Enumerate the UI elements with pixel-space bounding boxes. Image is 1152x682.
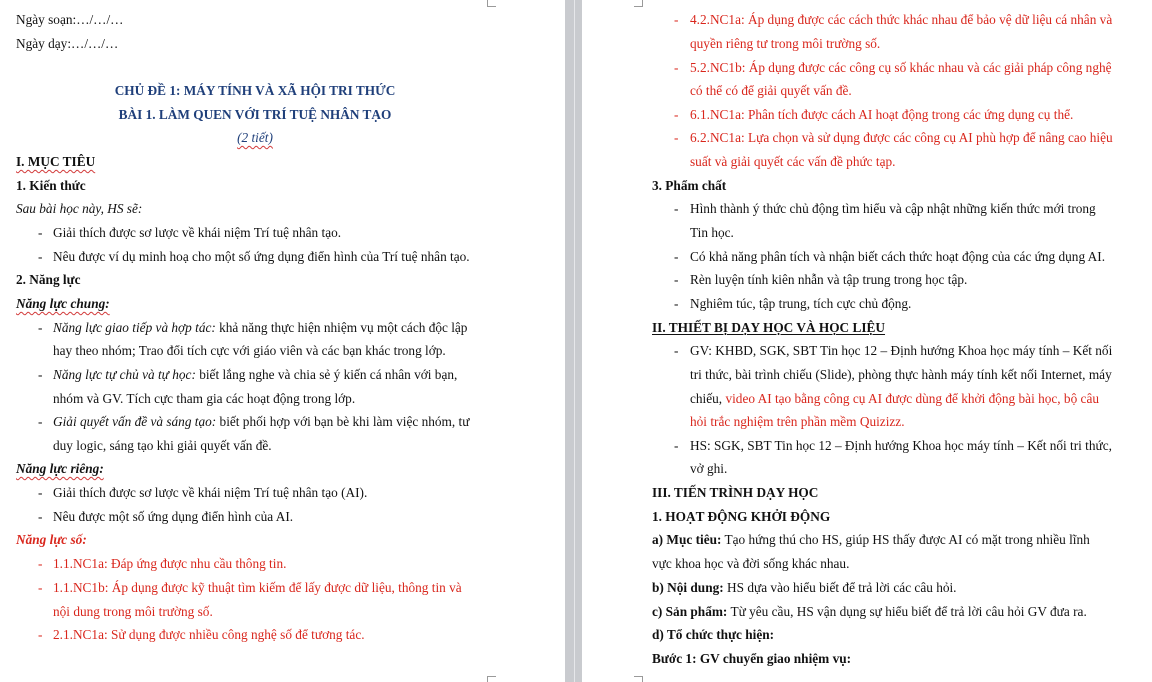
list-item-continuation: vở ghi. xyxy=(690,461,728,476)
list-item: Nêu được ví dụ minh hoạ cho một số ứng dụng điển hình của Trí tuệ nhân tạo. xyxy=(53,249,470,264)
list-item: 5.2.NC1b: Áp dụng được các công cụ số khác nhau và các giải pháp công nghệ xyxy=(690,60,1112,75)
list-item: 4.2.NC1a: Áp dụng được các cách thức khác nhau để bảo vệ dữ liệu cá nhân và xyxy=(690,12,1113,27)
crop-mark xyxy=(487,676,496,682)
list-item-continuation xyxy=(690,391,1099,407)
list-item: Có khả năng phân tích và nhận biết cách thức hoạt động của các ứng dụng AI. xyxy=(690,249,1106,264)
list-item-continuation: tri thức, bài trình chiếu (Slide), phòng thực hành máy tính kết nối Internet, máy xyxy=(690,367,1112,382)
list-item: Rèn luyện tính kiên nhẫn và tập trung trong học tập. xyxy=(690,272,968,287)
content-text: HS dựa vào hiểu biết để trả lời các câu hỏi. xyxy=(723,580,957,595)
activity-heading: 1. HOẠT ĐỘNG KHỞI ĐỘNG xyxy=(652,509,831,524)
list-item: 6.1.NC1a: Phân tích được cách AI hoạt động trong các ứng dụng cụ thể. xyxy=(690,107,1074,122)
product-line xyxy=(652,604,1087,620)
specific-competency-text: Năng lực riêng: xyxy=(16,461,104,476)
dash-bullet: - xyxy=(674,130,679,145)
list-item: Hình thành ý thức chủ động tìm hiểu và cập nhật những kiến thức mới trong xyxy=(690,201,1096,216)
list-item-continuation: duy logic, sáng tạo khi giải quyết vấn đề. xyxy=(53,438,272,453)
list-item-continuation: hỏi trắc nghiệm trên phần mềm Quizizz. xyxy=(690,414,905,429)
crop-mark xyxy=(487,0,496,7)
list-item xyxy=(53,367,457,383)
specific-competency-heading xyxy=(16,461,104,477)
list-item xyxy=(53,320,467,336)
general-competency-text: Năng lực chung: xyxy=(16,296,110,311)
list-item: 6.2.NC1a: Lựa chọn và sử dụng được các công cụ AI phù hợp để nâng cao hiệu xyxy=(690,130,1113,145)
goal-line-continuation: vực khoa học và đời sống khác nhau. xyxy=(652,556,850,571)
dash-bullet: - xyxy=(674,343,679,358)
item-label: Năng lực giao tiếp và hợp tác: xyxy=(53,320,216,335)
content-line xyxy=(652,580,957,596)
list-item-continuation: Tin học. xyxy=(690,225,734,240)
dash-bullet: - xyxy=(38,485,43,500)
item-label: Năng lực tự chủ và tự học: xyxy=(53,367,196,382)
crop-mark xyxy=(634,0,643,7)
dash-bullet: - xyxy=(38,367,43,382)
item-text: chiếu, xyxy=(690,391,726,406)
page-gutter-line xyxy=(574,0,575,682)
product-label: c) Sản phẩm: xyxy=(652,604,728,619)
item-text: biết lắng nghe và chia sẻ ý kiến cá nhân với bạn, xyxy=(195,367,458,382)
dash-bullet: - xyxy=(38,627,43,642)
list-item: 1.1.NC1b: Áp dụng được kỹ thuật tìm kiếm để lấy được dữ liệu, thông tin và xyxy=(53,580,462,595)
content-label: b) Nội dung: xyxy=(652,580,724,595)
dash-bullet: - xyxy=(38,580,43,595)
knowledge-intro: Sau bài học này, HS sẽ: xyxy=(16,201,143,216)
list-item: Giải thích được sơ lược về khái niệm Trí tuệ nhân tạo (AI). xyxy=(53,485,368,500)
dash-bullet: - xyxy=(38,249,43,264)
dash-bullet: - xyxy=(674,201,679,216)
dash-bullet: - xyxy=(674,296,679,311)
dash-bullet: - xyxy=(674,12,679,27)
item-label: Giải quyết vấn đề và sáng tạo: xyxy=(53,414,217,429)
qualities-heading: 3. Phẩm chất xyxy=(652,178,727,193)
item-text-highlight: video AI tạo bằng công cụ AI được dùng để khởi động bài học, bộ câu xyxy=(725,391,1100,406)
dash-bullet: - xyxy=(38,225,43,240)
product-text: Từ yêu cầu, HS vận dụng sự hiểu biết để trả lời câu hỏi GV đưa ra. xyxy=(727,604,1087,619)
section-equipment xyxy=(652,320,885,336)
lesson-periods xyxy=(0,130,510,146)
document-page-right xyxy=(582,0,1152,682)
list-item: GV: KHBD, SGK, SBT Tin học 12 – Định hướng Khoa học máy tính – Kết nối xyxy=(690,343,1113,358)
dash-bullet: - xyxy=(674,438,679,453)
list-item-continuation: nhóm và GV. Tích cực tham gia các hoạt động trong lớp. xyxy=(53,391,356,406)
general-competency-heading xyxy=(16,296,110,312)
dash-bullet: - xyxy=(674,107,679,122)
list-item-continuation: quyền riêng tư trong môi trường số. xyxy=(690,36,881,51)
goal-label: a) Mục tiêu: xyxy=(652,532,722,547)
list-item: Giải thích được sơ lược về khái niệm Trí tuệ nhân tạo. xyxy=(53,225,342,240)
goal-text: Tạo hứng thú cho HS, giúp HS thấy được AI có mặt trong nhiều lĩnh xyxy=(721,532,1090,547)
list-item: HS: SGK, SBT Tin học 12 – Định hướng Khoa học máy tính – Kết nối tri thức, xyxy=(690,438,1112,453)
list-item: 1.1.NC1a: Đáp ứng được nhu cầu thông tin. xyxy=(53,556,287,571)
dash-bullet: - xyxy=(674,249,679,264)
step-heading: Bước 1: GV chuyển giao nhiệm vụ: xyxy=(652,651,852,666)
dash-bullet: - xyxy=(38,414,43,429)
dash-bullet: - xyxy=(38,320,43,335)
dash-bullet: - xyxy=(674,60,679,75)
goal-line xyxy=(652,532,1090,548)
date-taught: Ngày dạy:…/…/… xyxy=(16,36,119,51)
list-item-continuation: có thể có để giải quyết vấn đề. xyxy=(690,83,852,98)
dash-bullet: - xyxy=(38,556,43,571)
list-item: 2.1.NC1a: Sử dụng được nhiều công nghệ số để tương tác. xyxy=(53,627,365,642)
periods-text: (2 tiết) xyxy=(237,130,273,145)
dash-bullet: - xyxy=(674,272,679,287)
section-procedure: III. TIẾN TRÌNH DẠY HỌC xyxy=(652,485,819,500)
lesson-title: BÀI 1. LÀM QUEN VỚI TRÍ TUỆ NHÂN TẠO xyxy=(118,107,392,122)
competency-heading: 2. Năng lực xyxy=(16,272,81,287)
section-equipment-text: II. THIẾT BỊ DẠY HỌC VÀ HỌC LIỆU xyxy=(652,320,886,335)
crop-mark xyxy=(634,676,643,682)
digital-competency-heading: Năng lực số: xyxy=(16,532,87,547)
item-text: biết phối hợp với bạn bè khi làm việc nhóm, tư xyxy=(216,414,470,429)
date-prepared: Ngày soạn:…/…/… xyxy=(16,12,124,27)
list-item: Nêu được một số ứng dụng điển hình của AI. xyxy=(53,509,294,524)
list-item: Nghiêm túc, tập trung, tích cực chủ động. xyxy=(690,296,912,311)
section-objectives xyxy=(16,154,95,170)
dash-bullet: - xyxy=(38,509,43,524)
item-text: khả năng thực hiện nhiệm vụ một cách độc lập xyxy=(215,320,468,335)
list-item xyxy=(53,414,469,430)
topic-title: CHỦ ĐỀ 1: MÁY TÍNH VÀ XÃ HỘI TRI THỨC xyxy=(114,83,396,98)
document-page-left xyxy=(0,0,565,682)
list-item-continuation: hay theo nhóm; Trao đổi tích cực với giáo viên và các bạn khác trong lớp. xyxy=(53,343,446,358)
knowledge-heading: 1. Kiến thức xyxy=(16,178,86,193)
organization-heading: d) Tổ chức thực hiện: xyxy=(652,627,775,642)
list-item-continuation: suất và giải quyết các vấn đề phức tạp. xyxy=(690,154,896,169)
list-item-continuation: nội dung trong môi trường số. xyxy=(53,604,213,619)
section-objectives-text: I. MỤC TIÊU xyxy=(16,154,96,169)
